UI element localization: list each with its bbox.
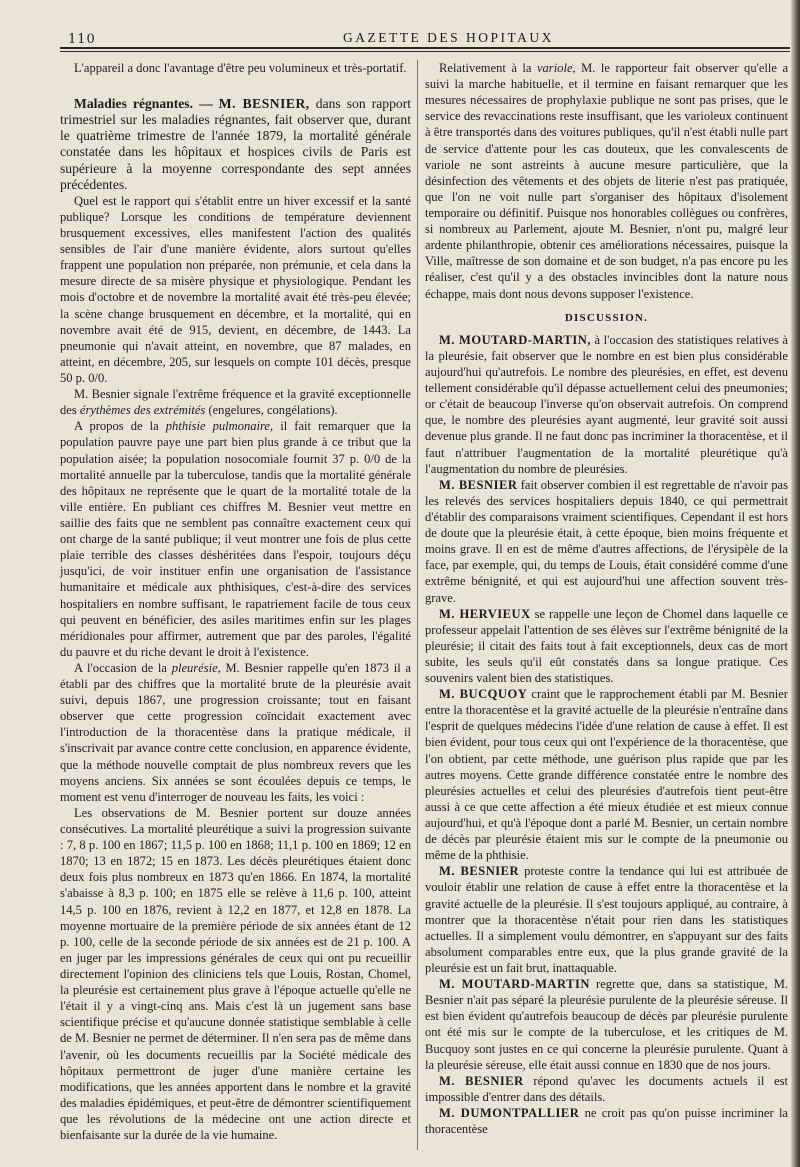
page-number: 110 (68, 32, 96, 47)
paragraph-text: fait observer combien il est regrettable de n'avoir pas les relevés des services hospitaliers depuis 1840, ce qui permettrait d'établir des comparaisons vraiment scientifiques. Cependant il est hors de doute que la pleurésie était, à cette époque, bien moins fréquente et moins grave. Il en est de même d'autres affections, de l'érysipèle de la face, par exemple, qui, du temps de Louis, était considéré comme d'une extrême bénignité, et qui est aujourd'hui une affection souvent très-grave. (425, 477, 788, 605)
emphasis-text: variole, (536, 61, 576, 75)
paragraph-text: M. Besnier rappelle qu'en 1873 il a établi par des chiffres que la mortalité brute de la pleurésie avait suivi, depuis 1867, une progression croissante; tout en faisant observer que cette progression coïncidait exactement avec l'introduction de la thoracentèse dans la pratique médicale, il s'inscrivait par avance contre cette conclusion, en apparence évidente, que la méthode nouvelle comptait de plus nombreux revers que les moyens anciens. Six années se sont écoulées depuis ce temps, le moment est venu d'interroger de nouveau les faits, les voici : (60, 660, 411, 804)
paragraph-text: à l'occasion des statistiques relatives à la pleurésie, fait observer que le nombre en est bien plus considérable aujourd'hui qu'autrefois. Le nombre des pleurésies, en effet, est devenu tellement considérable qu'il dépasse actuellement celui des pneumonies; or c'était de beaucoup l'inverse qu'on observait autrefois. On comprend que, le nombre des pleurésies ayant augmenté, leur gravité soit aussi devenue plus grande. Il ne faut donc pas incriminer la thoracentèse, et il faut n'attribuer l'augmentation de la mortalité pleurétique qu'à l'augmentation du nombre de pleurésies. (425, 332, 788, 476)
paragraph-text: M. le rapporteur fait observer qu'elle a suivi la marche habituelle, et il termine en faisant remarquer que les mesures nécessaires de prophylaxie publique ne sont pas prises, que le service des revaccinations reste insuffisant, que les varioleux continuent à être transportés dans des voitures publiques, qu'il n'est établi nulle part de service d'attente pour les cas douteux, que les convalescents de variole ne sont astreints à aucune mesure particulière, que la désinfection des vêtements et des objets de literie n'est pas pratiquée, que l'on ne voit nulle part s'organiser des hôpitaux d'isolement temporaire ou définitif. Puisque nos honorables collègues ou confrères, si nombreux au Parlement, ajoute M. Besnier, n'ont pu, malgré leur ardente philanthropie, obtenir ces améliorations nécessaires, puisque la Ville, maîtresse de son domaine et de son budget, n'a pas encore pu les réaliser, c'est qu'il y a des obstacles invincibles dont la nature nous échappe, mais dont nous devons supposer l'existence. (425, 61, 789, 301)
emphasis-text: pleurésie, (171, 660, 221, 675)
journal-title: GAZETTE DES HOPITAUX (343, 30, 554, 45)
discussion-entry (425, 606, 788, 687)
paragraph-text: A l'occasion de la (74, 660, 167, 675)
left-column (60, 60, 411, 1143)
paragraph-text: se rappelle une leçon de Chomel dans laquelle ce professeur appelait l'attention de ses élèves sur l'extrême bénignité de la pleurésie; il citait des faits tout à fait exceptionnels, deux cas de mort subite, les seuls qu'il eût constatés dans sa longue pratique. Ces souvenirs valent bien des statistiques. (425, 606, 788, 686)
paragraph-text: répond qu'avec les documents actuels il est impossible d'entrer dans des détails. (425, 1073, 788, 1104)
speaker-name: M. BUCQUOY (439, 687, 528, 702)
discussion-entry (425, 686, 788, 863)
paragraph-text: ne croit pas qu'on puisse incriminer la thoracentèse (425, 1106, 788, 1137)
discussion-entry (425, 976, 788, 1073)
paragraph: Quel est le rapport qui s'établit entre un hiver excessif et la santé publique? Lorsque les conditions de température deviennent brusquement excessives, elles manifestent l'action des qualités sensibles de l'air d'une manière évidente, alors surtout qu'elles frappent une population non préparée, non prémunie, et cela dans la mesure directe de sa misère physique et physiologique. Pendant les mois d'octobre et de novembre la mortalité avait été très-peu élevée; la scène change brusquement en décembre, et la mortalité, qui en novembre avait été de 915, devient, en décembre, de 1443. La pneumonie qui n'avait atteint, en novembre, que 87 malades, en atteint, en décembre, 205, sur lesquels on compte 101 décès, presque 50 p. 0/0. (60, 193, 411, 385)
paragraph-text: il fait remarquer que la population pauvre paye une part bien plus grande à ce tribut que la population aisée; la population nosocomiale fournit 37 p. 0/0 de la mortalité annuelle par la tuberculose, tandis que la mortalité générale des hôpitaux ne représente que le quart de la mortalité totale de la ville entière. En publiant ces chiffres M. Besnier veut mettre en saillie des faits que ne semblent pas connaître exactement ceux qui ont charge de la santé publique; il veut montrer une fois de plus cette plaie terrible des classes déshéritées dans l'espoir, toujours déçu jusqu'ici, de voir instituer enfin une organisation de l'assistance humanitaire et médicale aux phthisiques, c'est-à-dire des services hospitaliers en nombre suffisant, le rapatriement facile de tous ceux qui peuvent en bénéficier, des asiles maritimes enfin sur les plages méridionales pour affirmer, autrement que par des paroles, l'égalité du pauvre et du riche devant le droit à l'existence. (60, 419, 411, 659)
header-rule-thin (60, 51, 790, 52)
paragraph (60, 386, 411, 418)
paragraph: L'appareil a donc l'avantage d'être peu volumineux et très-portatif. (74, 61, 407, 75)
speaker-name: M. BESNIER (439, 1073, 524, 1088)
paragraph (60, 418, 411, 660)
paragraph-text: craint que le rapprochement établi par M. Besnier entre la thoracentèse et la gravité actuelle de la pleurésie n'entraîne dans l'esprit de quelques médecins l'idée d'une relation de cause à effet. Il est bien évident, pour tous ceux qui ont l'expérience de la thoracentèse, que l'on obtient, par cette méthode, une guérison plus rapide que par les autres moyens. Cette grande différence constatée entre le nombre des pleurésies actuelles et celui des pleurésies d'autrefois tient peut-être aussi à ce que cette affection a été mieux étudiée et est mieux connue aujourd'hui, et qu'à l'époque dont a parlé M. Besnier, un certain nombre de décès par pleurésie étaient mis sur le compte de la pneumonie ou même de la phthisie. (425, 687, 788, 863)
speaker-name: M. BESNIER (439, 864, 520, 879)
discussion-entry (425, 1105, 788, 1137)
paragraph-text: M. Besnier signale l'extrême fréquence et la gravité exceptionnelle des (60, 387, 411, 418)
paragraph: Les observations de M. Besnier portent sur douze années consécutives. La mortalité pleurétique a suivi la progression suivante : 7, 8 p. 100 en 1867; 11,5 p. 100 en 1868; 11,1 p. 100 en 1869; 12 en 1870; 13 en 1872; 15 en 1873. Les décès pleurétiques étaient donc deux fois plus nombreux en 1873 qu'en 1866. En 1874, la mortalité s'abaisse à 8,3 p. 100; en 1875 elle se relève à 11,6 p. 100, atteint 14,5 p. 100 en 1876, revient à 12,2 en 1877, et 12,8 en 1878. La moyenne mortuaire de la première période de six années étant de 12 p. 100, celle de la seconde période de six années est de 21 p. 100. A en juger par les impressions générales de ceux qui ont pu recueillir directement l'opinion des cliniciens tels que Louis, Rostan, Chomel, la pleurésie est certainement plus grave à l'époque actuelle qu'elle ne l'était il y a vingt-cinq ans. Mais c'est là un jugement sans base scientifique précise et qu'aucune donnée statistique semblable à celle de M. Besnier ne permet de déterminer. Il n'en sera pas de même dans l'avenir, où les documents recueillis par la Société médicale des hôpitaux permettront de juger d'une manière certaine les modifications, que les années apportent dans le nombre et la gravité des maladies épidémiques, et peut-être de démontrer scientifiquement que les révolutions de la médecine ont une action directe et bienfaisante sur la durée de la vie humaine. (60, 805, 412, 1143)
paragraph-text: (engelures, congélations). (208, 403, 338, 418)
speaker-name: M. BESNIER, (218, 96, 310, 112)
speaker-name: M. BESNIER (439, 477, 518, 492)
paragraph-text: A propos de la (74, 419, 159, 434)
paragraph-text: proteste contre la tendance qui lui est attribuée de vouloir établir une relation de cause à effet entre la thoracentèse et la gravité actuelle de la pleurésie. Il s'est toujours appliqué, au contraire, à montrer que la thoracentèse n'était pour rien dans les statistiques actuelles. Il a simplement voulu démontrer, en s'appuyant sur des faits absolument comparables entre eux, que la plus grande gravité de la pleurésie est un fait brut, inattaquable. (425, 864, 788, 976)
paragraph-text: dans son rapport trimestriel sur les maladies régnantes, fait observer que, durant le quatrième trimestre de l'année 1879, la mortalité générale constatée dans les hôpitaux et hospices civils de Paris est supérieure à la moyenne correspondante des sept années précédentes. (60, 96, 411, 192)
speaker-name: M. DUMONTPALLIER (439, 1106, 580, 1120)
column-divider (417, 60, 418, 1150)
paragraph-text: regrette que, dans sa statistique, M. Besnier n'ait pas séparé la pleurésie purulente de la pleurésie séreuse. Il est bien évident qu'autrefois beaucoup de décès par pleurésie purulente ont été mis sur le compte de la tuberculose, et les critiques de M. Bucquoy sont justes en ce qui concerne la pleurésie purulente. Quant à la pleurésie séreuse, elle était aussi connue en 1830 que de nos jours. (425, 977, 788, 1072)
paragraph (60, 660, 411, 805)
discussion-heading: DISCUSSION. (564, 311, 649, 324)
header-rule (60, 47, 790, 49)
discussion-entry (425, 477, 788, 606)
speaker-name: M. HERVIEUX (439, 606, 531, 621)
speaker-name: M. MOUTARD-MARTIN, (439, 332, 591, 347)
section-title: Maladies régnantes. — (74, 96, 213, 112)
paragraph-text: Relativement à la (439, 61, 532, 75)
discussion-entry (425, 863, 788, 976)
right-column (425, 60, 788, 1137)
page-header (60, 28, 790, 48)
section-heading (60, 96, 411, 193)
discussion-entry (425, 332, 788, 477)
page-edge-shadow (791, 0, 800, 1167)
speaker-name: M. MOUTARD-MARTIN (439, 977, 590, 992)
emphasis-text: phthisie pulmonaire, (165, 419, 274, 434)
discussion-entry (425, 1073, 788, 1105)
emphasis-text: érythèmes des extrémités (79, 403, 206, 418)
paragraph (425, 60, 788, 302)
